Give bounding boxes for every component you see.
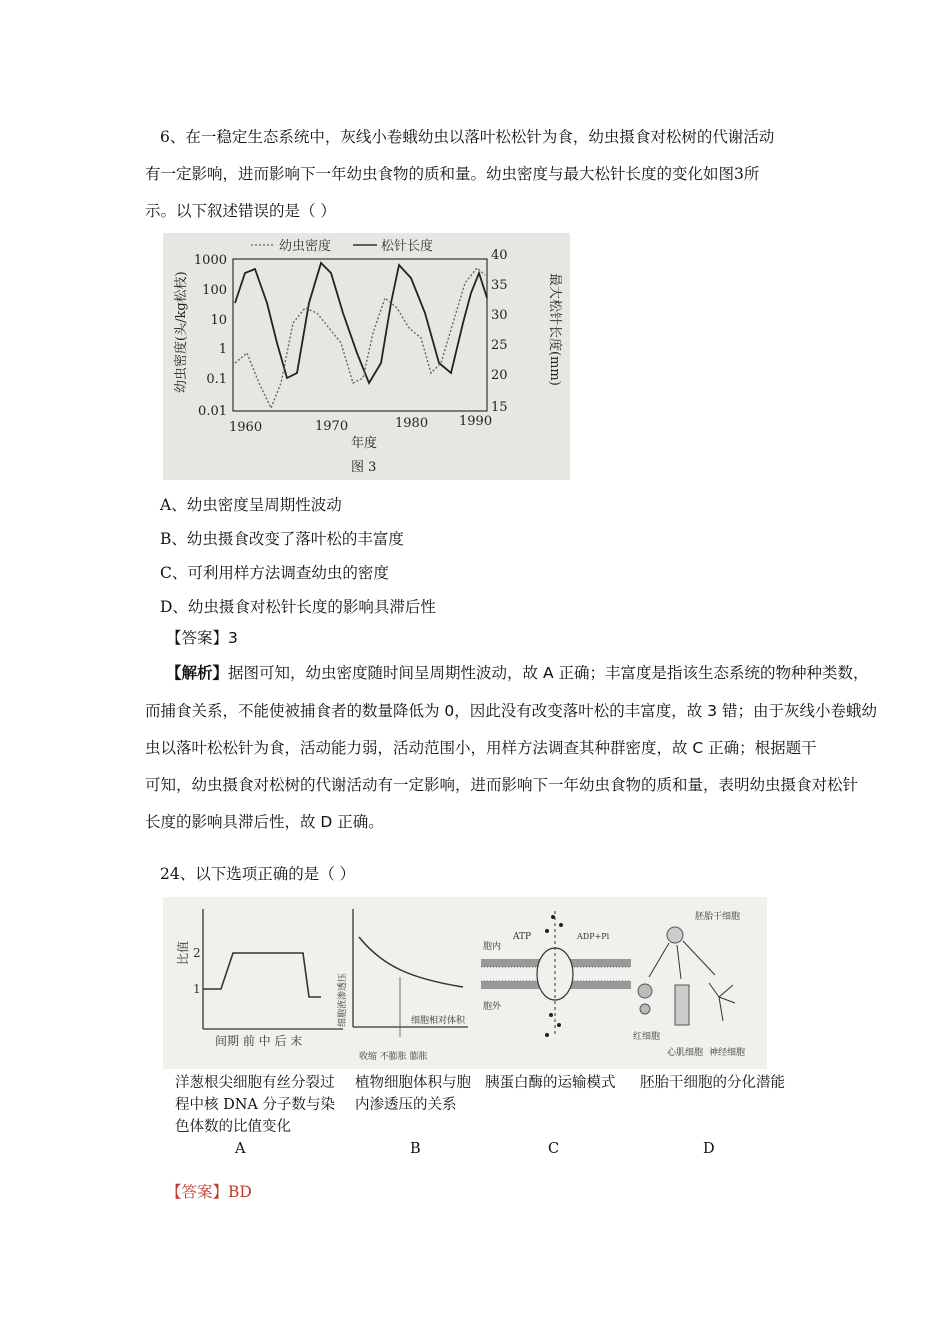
caption-c-1: 胰蛋白酶的运输模式: [485, 1075, 616, 1091]
q6-analysis-line-3: 虫以落叶松松针为食，活动能力弱，活动范围小，用样方法调查其种群密度，故 C 正确；根据题干: [145, 739, 817, 757]
fig-b-ylabel: 细胞液渗透压: [338, 972, 348, 1027]
fig-a-xlabels: 间期 前 中 后 末: [215, 1034, 303, 1048]
caption-b-2: 内渗透压的关系: [355, 1097, 457, 1113]
figure-a: [175, 909, 343, 1048]
fig-a-y2: 2: [193, 946, 201, 960]
q24-answer: [166, 1182, 252, 1202]
q24-figure-strip: [163, 897, 767, 1069]
answer-label: 【答案】: [166, 1183, 229, 1201]
caption-a-3: 色体数的比值变化: [175, 1119, 291, 1135]
ytick-right: 40: [491, 248, 508, 263]
q6-option-b: B、幼虫摄食改变了落叶松的丰富度: [160, 530, 404, 548]
xtick: 1990: [459, 414, 493, 429]
q6-stem-line-1: 6、在一稳定生态系统中，灰线小卷蛾幼虫以落叶松松针为食，幼虫摄食对松树的代谢活动: [160, 128, 775, 146]
ytick-right: 25: [491, 338, 508, 353]
xtick: 1970: [315, 419, 349, 434]
letter-d: D: [703, 1141, 715, 1157]
answer-value: BD: [228, 1183, 252, 1201]
figure-c: [481, 911, 631, 1037]
ytick-left: 10: [210, 313, 227, 328]
legend-density-label: 幼虫密度: [279, 239, 332, 254]
fig-d-b: 心肌细胞: [667, 1048, 704, 1058]
ytick-right: 35: [491, 278, 508, 293]
figure-b: [336, 909, 468, 1062]
figure-d: [633, 910, 745, 1058]
ytick-left: 1: [218, 342, 227, 357]
ytick-left: 0.1: [206, 372, 227, 387]
q24-stem: 24、以下选项正确的是（ ）: [160, 865, 356, 883]
q6-answer: 【答案】3: [166, 629, 238, 647]
ylabel-right: 最大松针长度(mm): [547, 273, 562, 386]
ytick-right: 30: [491, 308, 508, 323]
q6-option-a: A、幼虫密度呈周期性波动: [160, 496, 342, 514]
caption-a-1: 洋葱根尖细胞有丝分裂过: [175, 1075, 335, 1091]
caption-d-1: 胚胎干细胞的分化潜能: [640, 1075, 785, 1091]
q6-stem-line-3: 示。以下叙述错误的是（ ）: [145, 202, 336, 220]
letter-b: B: [410, 1141, 421, 1157]
figure-3-chart: [163, 233, 570, 480]
q6-option-d: D、幼虫摄食对松针长度的影响具滞后性: [160, 598, 436, 616]
fig-c-inside: 胞内: [483, 942, 502, 952]
letter-c: C: [548, 1141, 560, 1157]
xlabel: 年度: [351, 436, 378, 451]
fig-c-adp: ADP+Pi: [577, 932, 610, 941]
fig-c-outside: 胞外: [483, 1002, 502, 1012]
fig-d-top: 胚胎干细胞: [695, 912, 741, 922]
ytick-right: 15: [491, 400, 508, 415]
needle-length-line: [235, 263, 487, 383]
q6-stem-line-2: 有一定影响，进而影响下一年幼虫食物的质和量。幼虫密度与最大松针长度的变化如图3所: [145, 165, 760, 183]
fig-a-y1: 1: [193, 982, 201, 996]
legend-needle-label: 松针长度: [381, 239, 434, 254]
q6-option-c: C、可利用样方法调查幼虫的密度: [160, 564, 389, 582]
fig-b-xlabels: 收缩 不膨胀 膨胀: [359, 1052, 428, 1062]
letter-a: A: [235, 1141, 246, 1157]
ytick-left: 0.01: [198, 404, 227, 419]
xtick: 1980: [395, 416, 429, 431]
fig-d-a: 红细胞: [633, 1032, 661, 1042]
ytick-right: 20: [491, 368, 508, 383]
caption-b-1: 植物细胞体积与胞: [355, 1075, 471, 1091]
figure-caption: 图 3: [351, 460, 377, 475]
caption-a-2: 程中核 DNA 分子数与染: [175, 1097, 336, 1113]
fig-d-c: 神经细胞: [709, 1048, 746, 1058]
analysis-text: 据图可知，幼虫密度随时间呈周期性波动，故 A 正确；丰富度是指该生态系统的物种种类数，: [228, 664, 869, 682]
q6-analysis-line-1: [166, 663, 868, 683]
q6-analysis-line-2: 而捕食关系，不能使被捕食者的数量降低为 0，因此没有改变落叶松的丰富度，故 3 错；由于灰线小卷蛾幼: [145, 702, 878, 720]
fig-b-xlabel: 细胞相对体积: [411, 1016, 466, 1026]
q24-figures: [163, 897, 767, 1069]
ytick-left: 100: [202, 283, 227, 298]
figure-3: [163, 233, 570, 480]
analysis-label: 【解析】: [166, 664, 229, 682]
fig-a-ylabel: 比值: [176, 940, 190, 965]
larval-density-line: [235, 268, 485, 408]
ylabel-left: 幼虫密度(头/kg松枝): [174, 271, 189, 393]
q6-analysis-line-5: 长度的影响具滞后性，故 D 正确。: [145, 813, 384, 831]
ytick-left: 1000: [193, 253, 227, 268]
q6-analysis-line-4: 可知，幼虫摄食对松树的代谢活动有一定影响，进而影响下一年幼虫食物的质和量，表明幼虫摄食对松针: [145, 776, 859, 794]
fig-c-atp: ATP: [513, 932, 532, 942]
xtick: 1960: [229, 420, 263, 435]
